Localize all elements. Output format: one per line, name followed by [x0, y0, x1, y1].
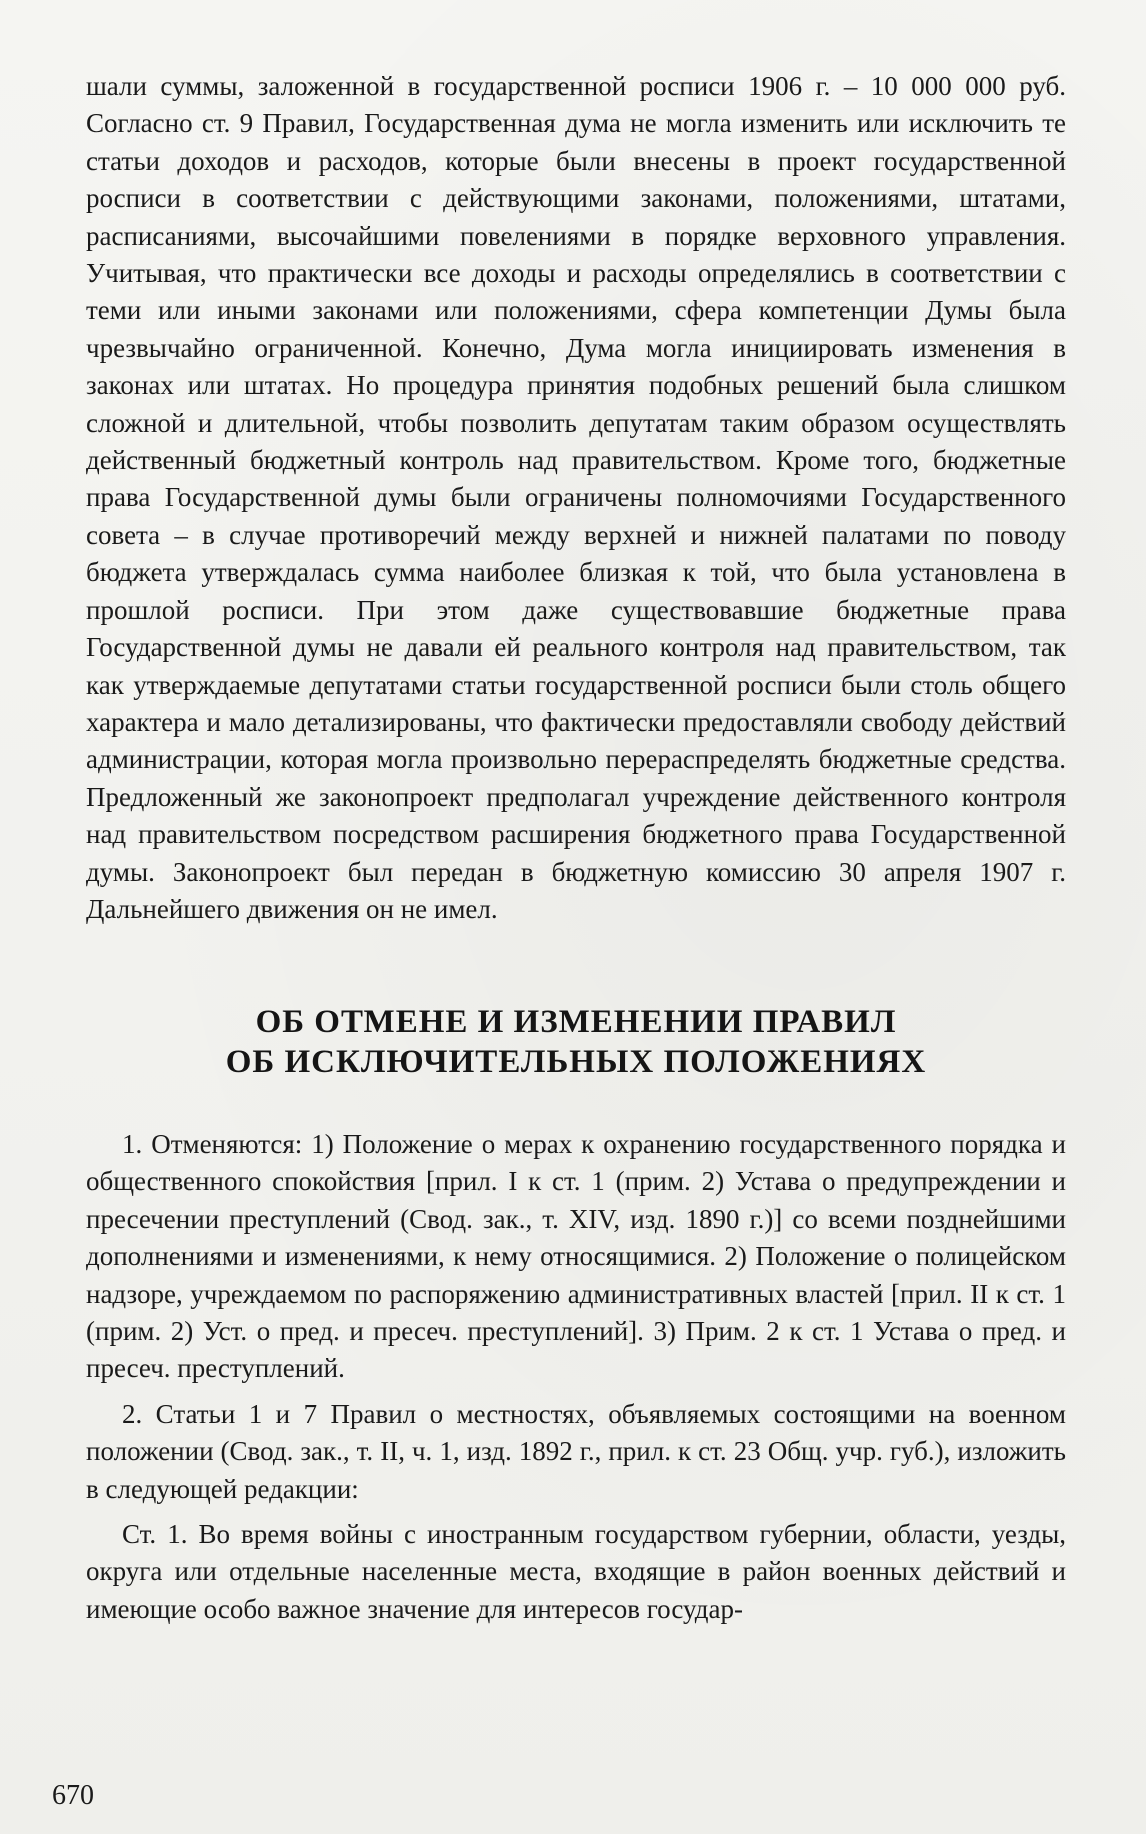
- section-body: [86, 1126, 1066, 1628]
- section-heading-line-1: ОБ ОТМЕНЕ И ИЗМЕНЕНИИ ПРАВИЛ: [255, 1004, 897, 1040]
- page-number: 670: [52, 1780, 94, 1811]
- section-heading: [86, 1002, 1066, 1082]
- intro-paragraph: шали суммы, заложенной в государственной росписи 1906 г. – 10 000 000 руб. Согласно ст. 9 Правил, Государственная дума не могла изменить или исключить те статьи доходов и расходов, которые были внесены в проект государственной росписи в соответствии с действующими законами, положениями, штатами, расписаниями, высочайшими повелениями в порядке верховного управления. Учитывая, что практически все доходы и расходы определялись в соответствии с теми или иными законами или положениями, сфера компетенции Думы была чрезвычайно ограниченной. Конечно, Дума могла инициировать изменения в законах или штатах. Но процедура принятия подобных решений была слишком сложной и длительной, чтобы позволить депутатам таким образом осуществлять действенный бюджетный контроль над правительством. Кроме того, бюджетные права Государственной думы были ограничены полномочиями Государственного совета – в случае противоречий между верхней и нижней палатами по поводу бюджета утверждалась сумма наиболее близкая к той, что была установлена в прошлой росписи. При этом даже существовавшие бюджетные права Государственной думы не давали ей реального контроля над правительством, так как утверждаемые депутатами статьи государственной росписи были столь общего характера и мало детализированы, что фактически предоставляли свободу действий администрации, которая могла произвольно перераспределять бюджетные средства. Предложенный же законопроект предполагал учреждение действенного контроля над правительством посредством расширения бюджетного права Государственной думы. Законопроект был передан в бюджетную комиссию 30 апреля 1907 г. Дальнейшего движения он не имел.: [86, 71, 1066, 924]
- paragraph-1: 1. Отменяются: 1) Положение о мерах к охранению государственного порядка и общественного спокойствия [прил. I к ст. 1 (прим. 2) Устава о предупреждении и пресечении преступлений (Свод. зак., т. XIV, изд. 1890 г.)] со всеми позднейшими дополнениями и изменениями, к нему относящимися. 2) Положение о полицейском надзоре, учреждаемом по распоряжению административных властей [прил. II к ст. 1 (прим. 2) Уст. о пред. и пресеч. преступлений]. 3) Прим. 2 к ст. 1 Устава о пред. и пресеч. преступлений.: [86, 1129, 1066, 1384]
- intro-text-block: [86, 68, 1066, 928]
- section-heading-line-2: ОБ ИСКЛЮЧИТЕЛЬНЫХ ПОЛОЖЕНИЯХ: [225, 1044, 927, 1080]
- paragraph-2: 2. Статьи 1 и 7 Правил о местностях, объявляемых состоящими на военном положении (Свод. зак., т. II, ч. 1, изд. 1892 г., прил. к ст. 23 Общ. учр. губ.), изложить в следующей редакции:: [86, 1398, 1066, 1504]
- paragraph-3: Ст. 1. Во время войны с иностранным государством губернии, области, уезды, округа или отдельные населенные места, входящие в район военных действий и имеющие особо важное значение для интересов государ-: [86, 1519, 1066, 1624]
